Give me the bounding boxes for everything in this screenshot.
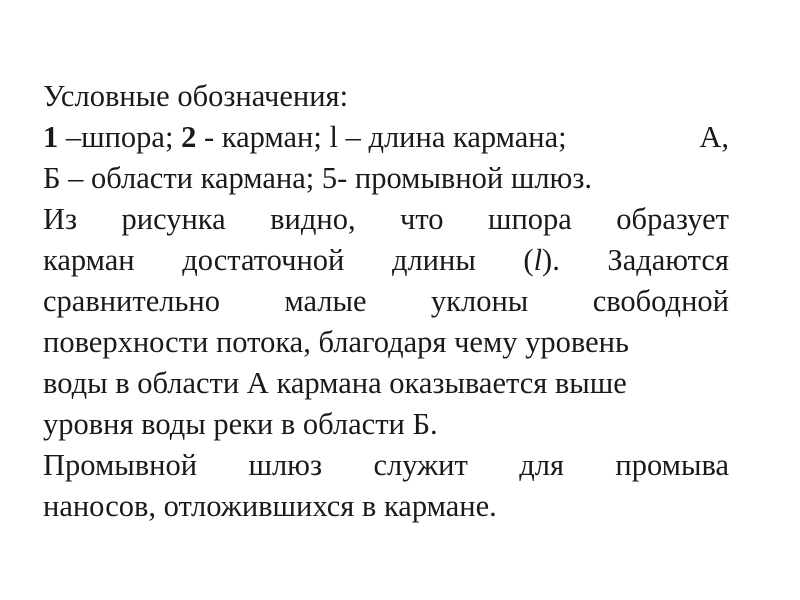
word: служит xyxy=(373,448,468,482)
body-text xyxy=(43,76,729,527)
paragraph-1-line-2 xyxy=(43,240,729,281)
word: уклоны xyxy=(430,284,529,318)
word: видно, xyxy=(270,202,356,236)
word: промыва xyxy=(615,448,729,482)
word: шпора xyxy=(488,202,572,236)
legend-item-2-text: - карман; l – длина кармана; xyxy=(203,120,567,154)
word: для xyxy=(519,448,564,482)
paragraph-2-line-2: наносов, отложившихся в кармане. xyxy=(43,489,497,523)
paragraph-1-line-4: поверхности потока, благодаря чему уровень xyxy=(43,325,629,359)
word: Из xyxy=(43,202,78,236)
word: свободной xyxy=(592,284,729,318)
legend-item-1-text: –шпора; xyxy=(65,120,174,154)
word: длины xyxy=(391,243,476,277)
legend-item-2-number: 2 xyxy=(181,120,197,154)
word: образует xyxy=(616,202,729,236)
word: Задаются xyxy=(607,243,729,277)
word: малые xyxy=(284,284,367,318)
legend-heading: Условные обозначения: xyxy=(43,79,349,113)
paragraph-1-line-5: воды в области А кармана оказывается выше xyxy=(43,366,627,400)
word: что xyxy=(400,202,444,236)
word: Промывной xyxy=(43,448,198,482)
paragraph-2-line-1 xyxy=(43,445,729,486)
length-symbol: (l). xyxy=(523,243,560,277)
word: рисунка xyxy=(121,202,226,236)
legend-item-3-text: А, xyxy=(699,120,729,154)
word: сравнительно xyxy=(43,284,220,318)
word: достаточной xyxy=(182,243,345,277)
paragraph-1-line-6: уровня воды реки в области Б. xyxy=(43,407,438,441)
word: шлюз xyxy=(248,448,323,482)
legend-item-1-number: 1 xyxy=(43,120,59,154)
paragraph-1-line-3 xyxy=(43,281,729,322)
paragraph-1-line-1 xyxy=(43,199,729,240)
legend-line-2: Б – области кармана; 5- промывной шлюз. xyxy=(43,161,593,195)
legend-line-1 xyxy=(43,117,729,158)
word: карман xyxy=(43,243,135,277)
